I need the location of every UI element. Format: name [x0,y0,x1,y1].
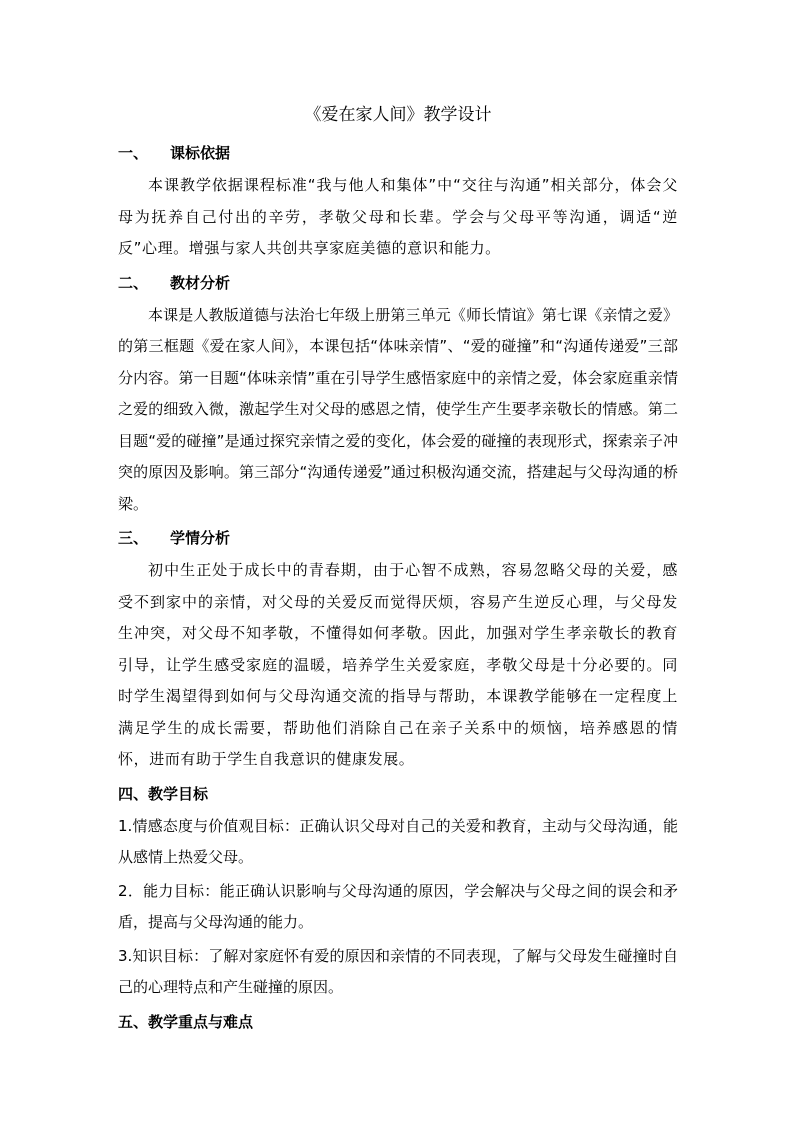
section-number: 二、 [118,273,149,292]
section-title: 教学目标 [148,784,209,803]
section-title: 学情分析 [170,529,231,547]
objective-item-2: 2．能力目标：能正确认识影响与父母沟通的原因，学会解决与父母之间的误会和矛盾，提高与父母沟通的能力。 [118,881,678,931]
section-2-paragraph: 本课是人教版道德与法治七年级上册第三单元《师长情谊》第七课《亲情之爱》的第三框题《爱在家人间》，本课包括“体味亲情”、“爱的碰撞”和“沟通传递爱”三部分内容。第一目题“体味亲情”重在引导学生感悟家庭中的亲情之爱，体会家庭重亲情之爱的细致入微，激起学生对父母的感恩之情，使学生产生要孝亲敬长的情感。第二目题“爱的碰撞”是通过探究亲情之爱的变化，体会爱的碰撞的表现形式，探索亲子冲突的原因及影响。第三部分“沟通传递爱”通过积极沟通交流，搭建起与父母沟通的桥梁。 [118,305,678,513]
section-number: 三、 [118,529,149,547]
objective-item-3: 3.知识目标：了解对家庭怀有爱的原因和亲情的不同表现，了解与父母发生碰撞时自己的心理特点和产生碰撞的原因。 [118,946,678,996]
section-title: 课标依据 [170,144,231,162]
section-title: 教材分析 [170,273,231,292]
section-heading-4 [118,782,678,806]
section-number: 五、 [118,1012,149,1031]
document-body [118,103,678,1039]
section-heading-5 [118,1010,678,1034]
document-title: 《爱在家人间》教学设计 [304,105,492,125]
section-heading-2 [118,271,678,295]
section-number: 一、 [118,144,149,162]
section-heading-1 [118,141,678,165]
section-number: 四、 [118,784,149,803]
section-1-paragraph: 本课教学依据课程标准“我与他人和集体”中“交往与沟通”相关部分，体会父母为抚养自己付出的辛劳，孝敬父母和长辈。学会与父母平等沟通，调适“逆反”心理。增强与家人共创共享家庭美德的意识和能力。 [118,176,678,257]
section-3-paragraph: 初中生正处于成长中的青春期，由于心智不成熟，容易忽略父母的关爱，感受不到家中的亲情，对父母的关爱反而觉得厌烦，容易产生逆反心理，与父母发生冲突，对父母不知孝敬，不懂得如何孝敬。因此，加强对学生孝亲敬长的教育引导，让学生感受家庭的温暖，培养学生关爱家庭，孝敬父母是十分必要的。同时学生渴望得到如何与父母沟通交流的指导与帮助，本课教学能够在一定程度上满足学生的成长需要，帮助他们消除自己在亲子关系中的烦恼，培养感恩的情怀，进而有助于学生自我意识的健康发展。 [118,561,678,768]
objective-item-1: 1.情感态度与价值观目标：正确认识父母对自己的关爱和教育，主动与父母沟通，能从感情上热爱父母。 [118,816,678,866]
section-heading-3 [118,526,678,550]
section-title: 教学重点与难点 [148,1012,254,1031]
